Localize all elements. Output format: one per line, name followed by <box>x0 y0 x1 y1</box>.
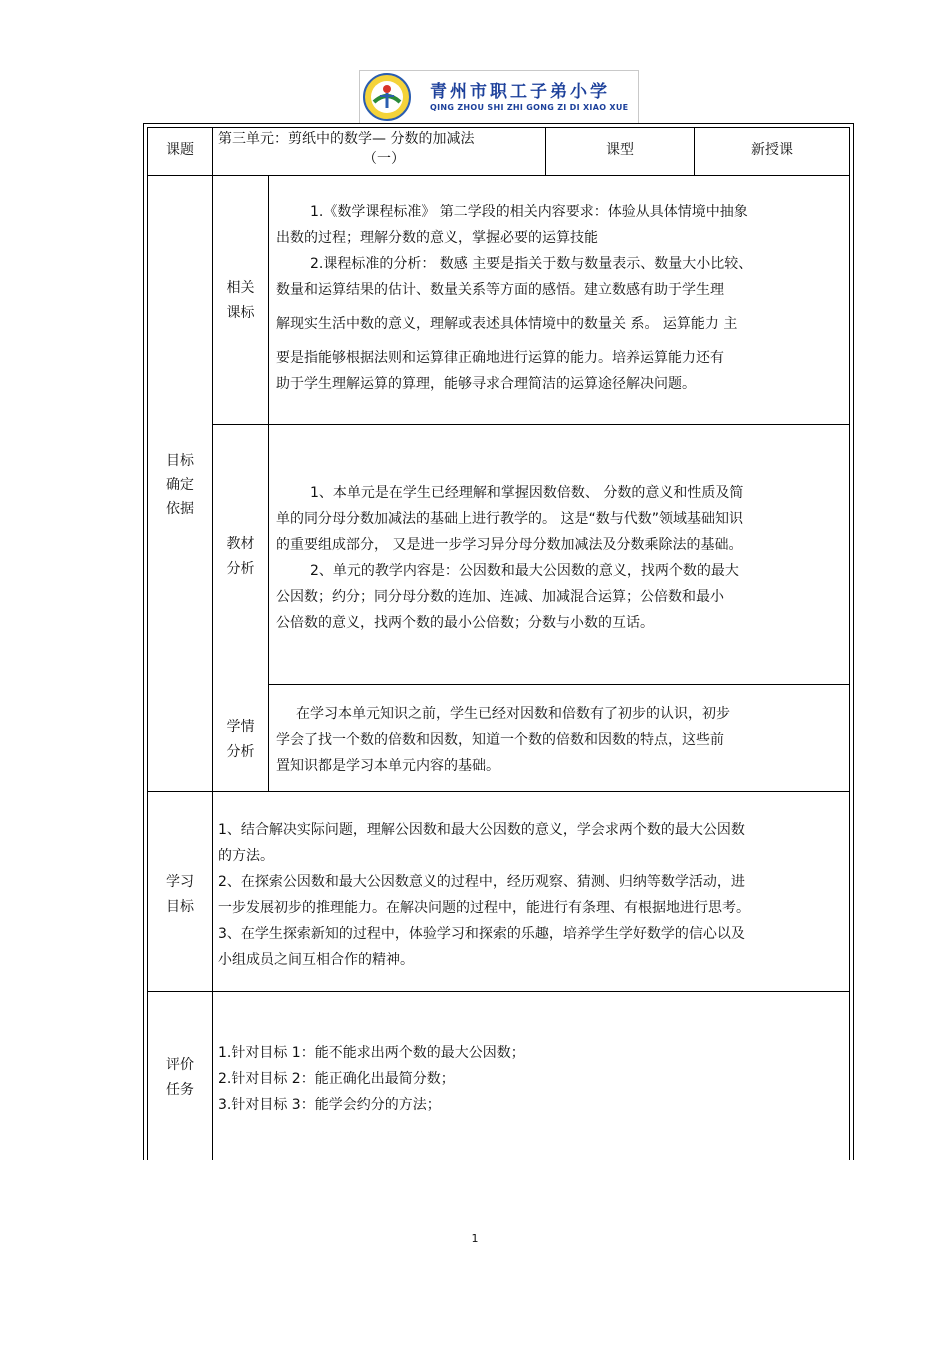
objectives-label: 学习 目标 <box>166 874 194 915</box>
topic-label: 课题 <box>166 142 194 158</box>
topic-line-2: （一） <box>363 151 405 167</box>
assessment-label: 评价 任务 <box>166 1057 194 1098</box>
learners-text: 在学习本单元知识之前，学生已经对因数和倍数有了初步的认识，初步 学会了找一个数的倍数和因数，知道一个数的倍数和因数的特点，这些前 置知识都是学习本单元内容的基础。 <box>276 706 730 774</box>
objectives-text: 1、结合解决实际问题，理解公因数和最大公因数的意义，学会求两个数的最大公因数 的方法。 2、在探索公因数和最大公因数意义的过程中，经历观察、猜测、归纳等数学活动，进 一步发展初步的推理能力。在解决问题的过程中，能进行有条理、有根据地进行思考。 3、在学生探索新知的过程中，体验学习和探索的乐趣，培养学生学好数学的信心以及 小组成员之间互相合作的精神。 <box>218 822 750 968</box>
school-name: 青州市职工子弟小学 <box>430 82 610 102</box>
standards-text: 1.《数学课程标准》 第二学段的相关内容要求：体验从具体情境中抽象 出数的过程；理解分数的意义，掌握必要的运算技能 2.课程标准的分析： 数感 主要是指关于数与数量表示、数量大小比较、 数量和运算结果的估计、数量关系等方面的感悟。建立数感有助于学生理 解现实生活中数的意义，理解或表述具体情境中的数量关 系。 运算能力 主 要是指能够根据法则和运算律正确地进行运算的能力。培养运算能力还有 助于学生理解运算的算理，能够寻求合理简洁的运算途径解决问题。 <box>276 204 753 392</box>
school-logo-icon <box>362 72 412 122</box>
school-name-en: QING ZHOU SHI ZHI GONG ZI DI XIAO XUE <box>430 103 629 112</box>
page-number: 1 <box>471 1232 479 1245</box>
type-value: 新授课 <box>751 142 793 158</box>
topic-line-1: 第三单元：剪纸中的数学— 分数的加减法 <box>218 131 475 147</box>
standards-label: 相关 课标 <box>226 280 255 321</box>
type-label: 课型 <box>606 142 634 158</box>
textbook-label: 教材 分析 <box>226 536 255 577</box>
textbook-text: 1、本单元是在学生已经理解和掌握因数倍数、 分数的意义和性质及简 单的同分母分数加减法的基础上进行教学的。 这是“数与代数”领域基础知识 的重要组成部分， 又是进一步学习异分母分数加减法及分数乘除法的基础。 2、单元的教学内容是：公因数和最大公因数的意义，找两个数的最大 公因数；约分；同分母分数的连加、连减、加减混合运算；公倍数和最小 公倍数的意义，找两个数的最小公倍数；分数与小数的互话。 <box>276 485 744 631</box>
learners-label: 学情 分析 <box>226 719 255 760</box>
topic-value <box>218 129 545 169</box>
basis-label: 目标 确定 依据 <box>166 453 194 517</box>
school-header <box>359 70 639 124</box>
assessment-text: 1.针对目标 1：能不能求出两个数的最大公因数； 2.针对目标 2：能正确化出最简分数； 3.针对目标 3：能学会约分的方法； <box>218 1045 525 1113</box>
